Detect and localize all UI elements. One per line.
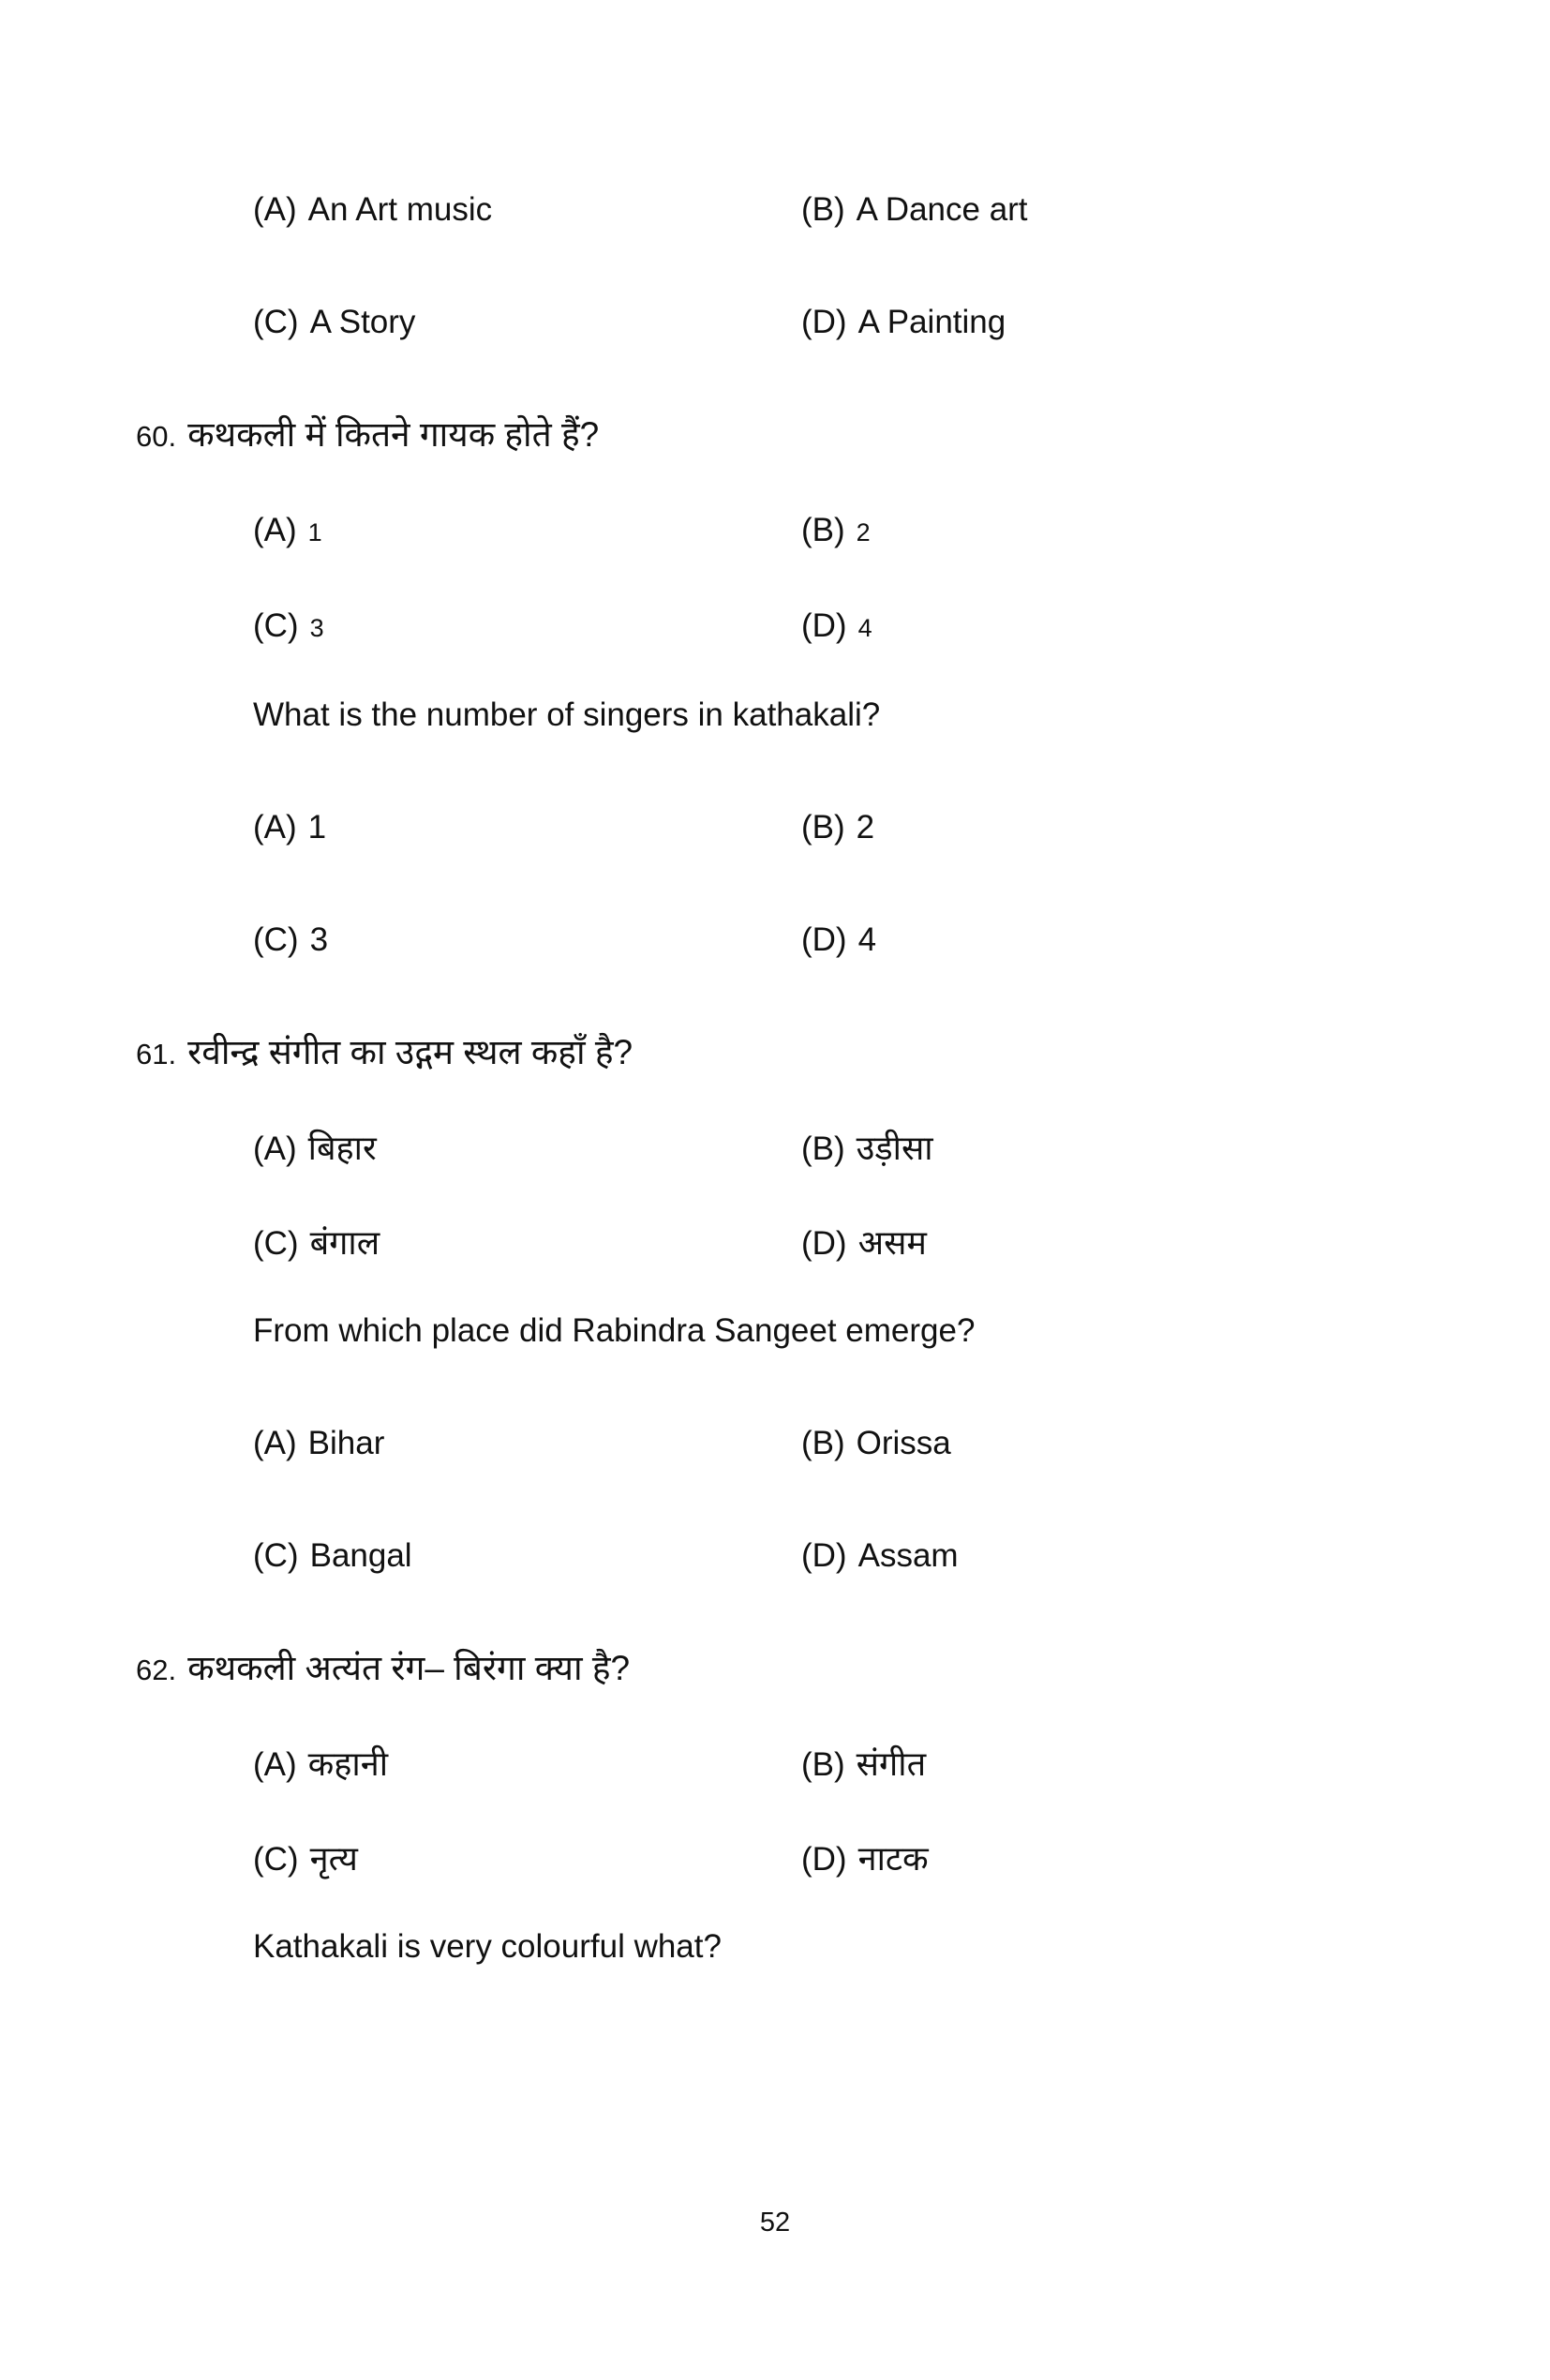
option-d-label: (D) <box>801 304 847 340</box>
option-a <box>253 1421 801 1466</box>
option-d-label: (D) <box>801 921 847 958</box>
q61-hindi-options-row-2 <box>253 1220 1550 1266</box>
option-c-text: 3 <box>309 921 329 958</box>
option-d <box>801 1836 929 1882</box>
option-d <box>801 300 1006 345</box>
q62-hindi-options-row-1 <box>253 1742 1550 1788</box>
option-c <box>253 1836 801 1882</box>
option-d-text: 4 <box>857 921 877 958</box>
option-b-label: (B) <box>801 1425 845 1461</box>
q59-english-options-row-1 <box>253 187 1550 232</box>
option-b-text: उड़ीसा <box>856 1129 933 1167</box>
option-a <box>253 508 801 555</box>
option-a-label: (A) <box>253 512 297 548</box>
option-c <box>253 918 801 963</box>
question-61-hindi-text: रवीन्द्र संगीत का उद्गम स्थल कहाँ है? <box>187 1033 633 1071</box>
option-c-text: बंगाल <box>309 1223 380 1262</box>
option-c-label: (C) <box>253 921 299 958</box>
option-a <box>253 187 801 232</box>
option-d-text: असम <box>857 1223 927 1262</box>
option-d <box>801 604 872 651</box>
q62-hindi-options-row-2 <box>253 1836 1550 1882</box>
option-c-label: (C) <box>253 1225 299 1262</box>
option-a-label: (A) <box>253 1425 297 1461</box>
option-a-label: (A) <box>253 1130 297 1167</box>
option-d-text: नाटक <box>857 1839 929 1878</box>
q59-english-options-row-2 <box>253 300 1550 345</box>
question-60-number: 60. <box>136 420 177 453</box>
option-a-text: 1 <box>307 518 322 546</box>
option-a <box>253 805 801 850</box>
option-b-text: 2 <box>856 518 871 546</box>
option-b <box>801 805 874 850</box>
option-a-text: कहानी <box>307 1744 389 1783</box>
option-d-label: (D) <box>801 1841 847 1878</box>
q61-english-options-row-2 <box>253 1534 1550 1579</box>
option-b-text: संगीत <box>856 1744 927 1783</box>
q60-hindi-options-row-2 <box>253 604 1550 651</box>
question-62-hindi-text: कथकली अत्यंत रंग– बिरंगा क्या है? <box>187 1649 631 1687</box>
option-b <box>801 508 871 555</box>
option-c-text: A Story <box>309 304 416 340</box>
option-a <box>253 1742 801 1788</box>
question-60-english-text: What is the number of singers in kathakali? <box>253 696 881 733</box>
option-c-label: (C) <box>253 304 299 340</box>
question-60-hindi <box>136 412 1550 459</box>
option-b-text: Orissa <box>856 1425 951 1461</box>
option-a-text: Bihar <box>307 1425 385 1461</box>
option-d-label: (D) <box>801 1537 847 1574</box>
option-a-label: (A) <box>253 809 297 846</box>
option-b <box>801 187 1028 232</box>
option-a-text: 1 <box>307 809 327 846</box>
option-b-label: (B) <box>801 809 845 846</box>
page-number: 52 <box>759 2208 791 2238</box>
q61-english-options-row-1 <box>253 1421 1550 1466</box>
option-a-label: (A) <box>253 1746 297 1783</box>
option-c <box>253 604 801 651</box>
option-d-label: (D) <box>801 607 847 644</box>
option-a <box>253 1126 801 1172</box>
option-b <box>801 1742 926 1788</box>
question-61-hindi <box>136 1030 1550 1077</box>
option-b-label: (B) <box>801 1130 845 1167</box>
option-c-label: (C) <box>253 1841 299 1878</box>
question-62-english-text: Kathakali is very colourful what? <box>253 1928 722 1965</box>
option-d-text: Assam <box>857 1537 959 1574</box>
option-b-text: 2 <box>856 809 875 846</box>
option-d-label: (D) <box>801 1225 847 1262</box>
option-c <box>253 300 801 345</box>
option-c <box>253 1220 801 1266</box>
option-b-label: (B) <box>801 1746 845 1783</box>
option-c-label: (C) <box>253 607 299 644</box>
question-62-hindi <box>136 1646 1550 1693</box>
q60-english-options-row-1 <box>253 805 1550 850</box>
option-d <box>801 918 876 963</box>
option-c-text: 3 <box>309 614 324 642</box>
q61-hindi-options-row-1 <box>253 1126 1550 1172</box>
option-a-text: An Art music <box>307 191 493 228</box>
option-d <box>801 1534 959 1579</box>
option-b <box>801 1421 951 1466</box>
option-d-text: 4 <box>857 614 872 642</box>
option-b-label: (B) <box>801 191 845 228</box>
question-61-number: 61. <box>136 1038 177 1070</box>
option-c-text: Bangal <box>309 1537 412 1574</box>
question-62-number: 62. <box>136 1654 177 1686</box>
exam-paper-page <box>0 187 1550 2380</box>
option-b <box>801 1126 933 1172</box>
option-c <box>253 1534 801 1579</box>
option-d <box>801 1220 927 1266</box>
q60-hindi-options-row-1 <box>253 508 1550 555</box>
option-a-label: (A) <box>253 191 297 228</box>
option-c-label: (C) <box>253 1537 299 1574</box>
option-c-text: नृत्य <box>309 1839 358 1878</box>
question-60-hindi-text: कथकली में कितने गायक होते हैं? <box>187 415 600 454</box>
question-61-english-text: From which place did Rabindra Sangeet emerge? <box>253 1312 976 1349</box>
q60-english-options-row-2 <box>253 918 1550 963</box>
option-b-text: A Dance art <box>856 191 1028 228</box>
option-b-label: (B) <box>801 512 845 548</box>
option-a-text: बिहार <box>307 1129 377 1167</box>
option-d-text: A Painting <box>857 304 1006 340</box>
